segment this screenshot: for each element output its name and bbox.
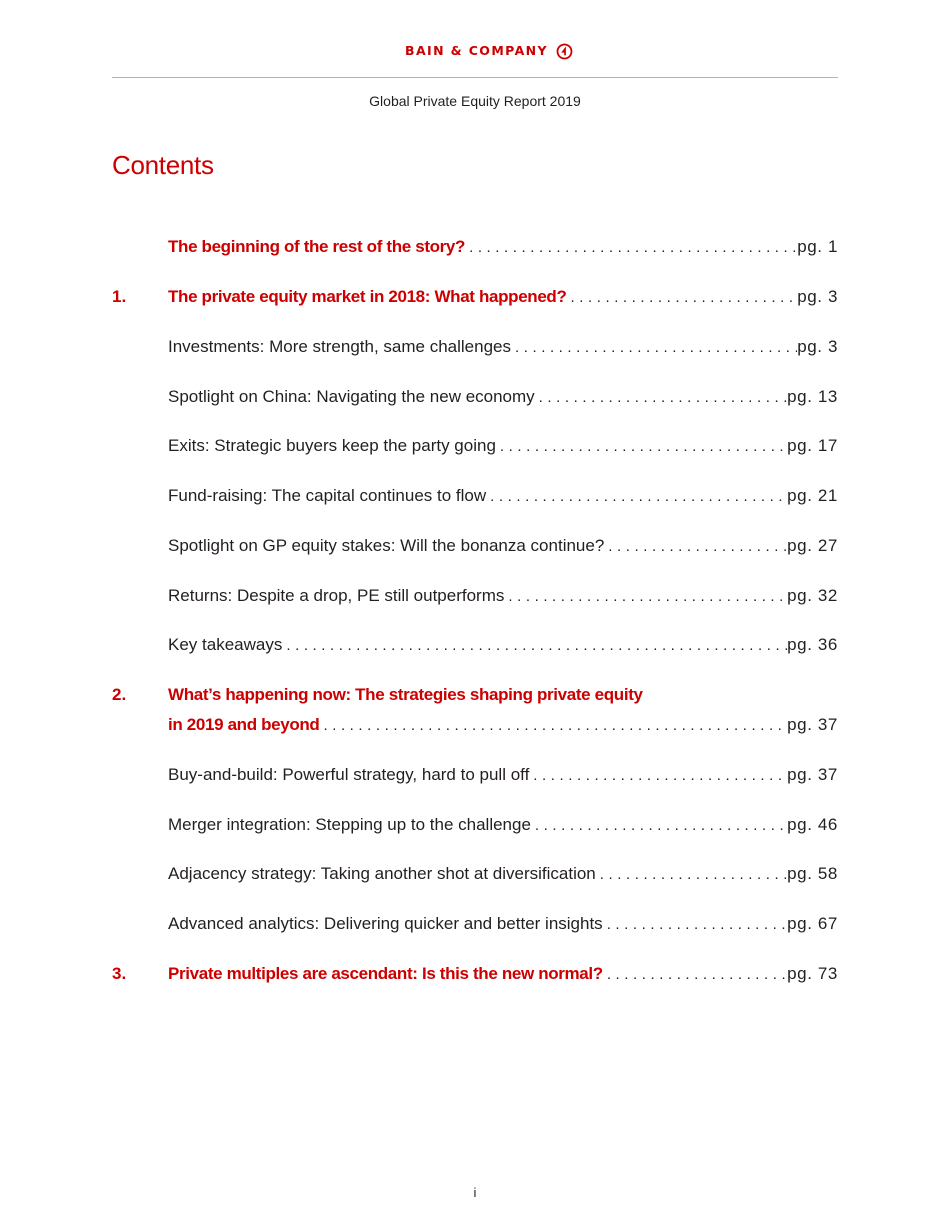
toc-entry-title: Merger integration: Stepping up to the challenge [168,815,531,834]
toc-entry-title: The beginning of the rest of the story? [168,237,466,256]
page-number: i [473,1185,477,1200]
toc-entry-section-3[interactable] [112,957,838,991]
dot-leader [465,231,797,265]
toc-entry-title: Spotlight on GP equity stakes: Will the bonanza continue? [168,536,605,555]
contents-heading: Contents [112,150,214,180]
toc-entry-page: pg. 58 [787,864,838,883]
toc-entry-number: 2. [112,685,127,704]
toc-entry-page: pg. 27 [787,536,838,555]
toc-entry-title: Investments: More strength, same challenges [168,337,511,356]
toc-entry-investments[interactable] [112,330,838,364]
toc-entry-title: in 2019 and beyond [168,715,320,734]
toc-entry-title: Fund-raising: The capital continues to flow [168,486,487,505]
dot-leader [604,530,787,564]
toc-entry-number: 1. [112,287,127,306]
toc-entry-page: pg. 13 [787,387,838,406]
toc-entry-page: pg. 46 [787,815,838,834]
toc-entry-page: pg. 21 [787,486,838,505]
toc-entry-buy-and-build[interactable] [112,758,838,792]
dot-leader [567,281,798,315]
toc-entry-page: pg. 32 [787,586,838,605]
toc-entry-page: pg. 37 [787,715,838,734]
toc-entry-title: The private equity market in 2018: What happened? [168,287,567,306]
toc-entry-spotlight-china[interactable] [112,380,838,414]
toc-entry-title: Adjacency strategy: Taking another shot at diversification [168,864,596,883]
toc-entry-page: pg. 3 [797,337,838,356]
dot-leader [504,580,787,614]
toc-entry-page: pg. 17 [787,436,838,455]
toc-entry-title: Buy-and-build: Powerful strategy, hard to pull off [168,765,530,784]
report-title: Global Private Equity Report 2019 [369,93,581,109]
dot-leader [486,480,787,514]
toc-entry-title: Exits: Strategic buyers keep the party going [168,436,496,455]
toc-entry-page: pg. 36 [787,635,838,654]
dot-leader [529,759,787,793]
brand-header [0,42,950,60]
toc-entry-title: Private multiples are ascendant: Is this the new normal? [168,964,603,983]
toc-entry-section-2[interactable] [112,678,838,742]
toc-entry-merger-integration[interactable] [112,808,838,842]
toc-entry-exits[interactable] [112,429,838,463]
bain-logo-icon [556,43,573,60]
toc-entry-section-1[interactable] [112,280,838,314]
toc-entry-page: pg. 1 [797,237,838,256]
dot-leader [535,381,787,415]
toc-entry-intro[interactable] [112,230,838,264]
brand-lockup [377,42,573,60]
toc-entry-page: pg. 37 [787,765,838,784]
toc-entry-key-takeaways[interactable] [112,628,838,662]
dot-leader [511,331,797,365]
toc-entry-adjacency-strategy[interactable] [112,857,838,891]
toc-entry-fund-raising[interactable] [112,479,838,513]
toc-entry-title: Advanced analytics: Delivering quicker and better insights [168,914,603,933]
toc-entry-page: pg. 73 [787,964,838,983]
toc-entry-returns[interactable] [112,579,838,613]
toc-entry-page: pg. 3 [797,287,838,306]
brand-name: BAIN & COMPANY [405,43,548,58]
toc-entry-title-line-1: What’s happening now: The strategies shaping private equity [168,685,643,704]
toc-entry-title: Spotlight on China: Navigating the new economy [168,387,535,406]
toc-entry-title: Key takeaways [168,635,283,654]
dot-leader [319,709,787,743]
dot-leader [496,430,787,464]
dot-leader [282,629,787,663]
toc-entry-spotlight-gp-stakes[interactable] [112,529,838,563]
toc-entry-title: Returns: Despite a drop, PE still outperforms [168,586,505,605]
toc-entry-advanced-analytics[interactable] [112,907,838,941]
header-divider [112,77,838,78]
dot-leader [531,809,787,843]
toc-entry-page: pg. 67 [787,914,838,933]
dot-leader [603,958,787,992]
dot-leader [603,908,787,942]
dot-leader [596,858,787,892]
toc-entry-number: 3. [112,964,127,983]
